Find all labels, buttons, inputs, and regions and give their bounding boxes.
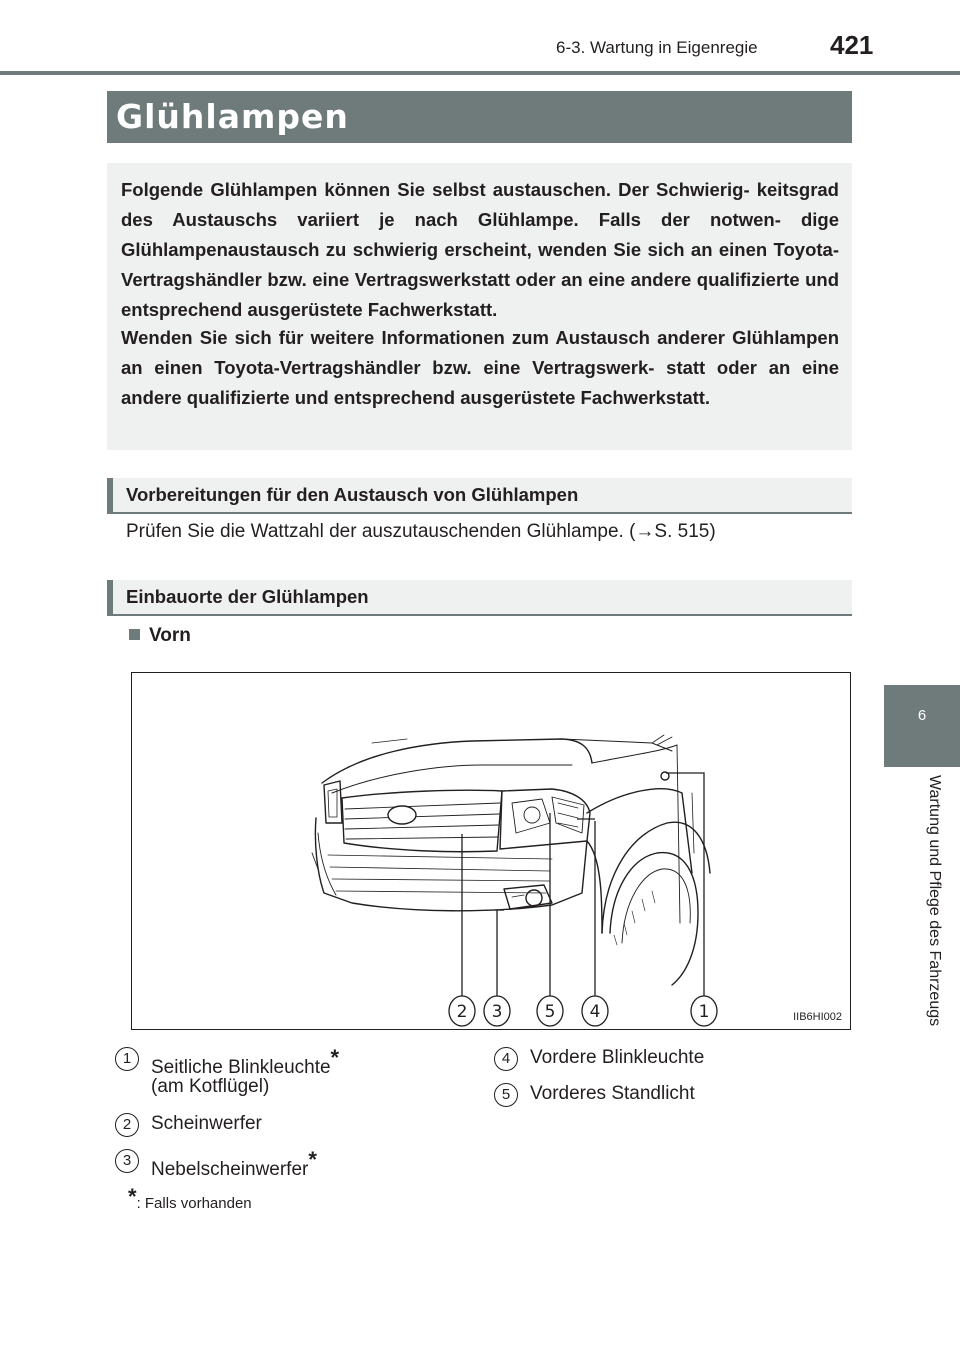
figure-code: IIB6HI002	[793, 1011, 842, 1023]
section-heading-text: Vorbereitungen für den Austausch von Glühlampen	[126, 484, 579, 505]
intro-box	[107, 163, 852, 450]
legend-badge-5: 5	[494, 1083, 518, 1107]
page-number: 421	[830, 30, 874, 60]
asterisk: *	[128, 1184, 137, 1209]
callout-2	[449, 996, 475, 1026]
subsection-front	[129, 625, 191, 647]
legend-item-2: Scheinwerfer	[151, 1113, 262, 1134]
svg-text:2: 2	[456, 1002, 468, 1022]
legend-badge-3: 3	[115, 1149, 139, 1173]
section-heading-preparation	[107, 478, 852, 514]
callout-3	[484, 996, 510, 1026]
page-title-bar	[107, 91, 852, 143]
chapter-number: 6	[917, 707, 927, 724]
chapter-label: Wartung und Pflege des Fahrzeugs	[926, 775, 943, 1027]
section-heading-locations	[107, 580, 852, 616]
svg-text:1: 1	[698, 1002, 710, 1022]
subsection-label: Vorn	[149, 625, 191, 646]
legend-item-1-sub: (am Kotflügel)	[151, 1076, 270, 1097]
square-bullet-icon	[129, 629, 140, 640]
section-title: 6-3. Wartung in Eigenregie	[556, 38, 758, 57]
car-drawing	[132, 673, 850, 1029]
legend-label: Nebelscheinwerfer	[151, 1159, 309, 1180]
intro-paragraph-2: Wenden Sie sich für weitere Informationen zum Austausch anderer Glühlampen an einen Toyota-Vertragshändler bzw. eine Vertragswerk- statt oder an eine andere qualifizierte und entsprechend ausgerüstete Fachwerkstatt.	[121, 327, 839, 408]
section-heading-text: Einbauorte der Glühlampen	[126, 586, 369, 607]
intro-paragraph-1: Folgende Glühlampen können Sie selbst austauschen. Der Schwierig- keitsgrad des Austauschs variiert je nach Glühlampe. Falls der notwen- dige Glühlampenaustausch zu schwierig erscheint, wenden Sie sich an einen Toyota-Vertragshändler bzw. eine Vertragswerkstatt oder an eine andere qualifizierte und entsprechend ausgerüstete Fachwerkstatt.	[121, 179, 839, 320]
page-title: Glühlampen	[116, 97, 349, 136]
asterisk: *	[330, 1045, 340, 1070]
legend-item-5: Vorderes Standlicht	[530, 1083, 695, 1104]
header-rule	[0, 71, 960, 75]
callout-4	[582, 996, 608, 1026]
svg-text:5: 5	[544, 1002, 556, 1022]
legend-label: Seitliche Blinkleuchte	[151, 1057, 331, 1078]
wattage-instruction: Prüfen Sie die Wattzahl der auszutauschenden Glühlampe. (→S. 515)	[126, 521, 716, 542]
legend-badge-4: 4	[494, 1047, 518, 1071]
footnote-text: : Falls vorhanden	[136, 1195, 252, 1212]
legend-badge-2: 2	[115, 1113, 139, 1137]
legend-item-3	[151, 1145, 317, 1185]
chapter-tab[interactable]	[884, 685, 960, 767]
svg-text:3: 3	[491, 1002, 503, 1022]
svg-text:4: 4	[589, 1002, 601, 1022]
legend-badge-1: 1	[115, 1047, 139, 1071]
car-front-illustration	[131, 672, 851, 1030]
callout-1	[691, 996, 717, 1026]
callout-5	[537, 996, 563, 1026]
heading-accent	[107, 580, 113, 614]
heading-accent	[107, 478, 113, 512]
legend-item-4: Vordere Blinkleuchte	[530, 1047, 705, 1068]
asterisk: *	[308, 1147, 317, 1172]
footnote	[128, 1184, 252, 1212]
